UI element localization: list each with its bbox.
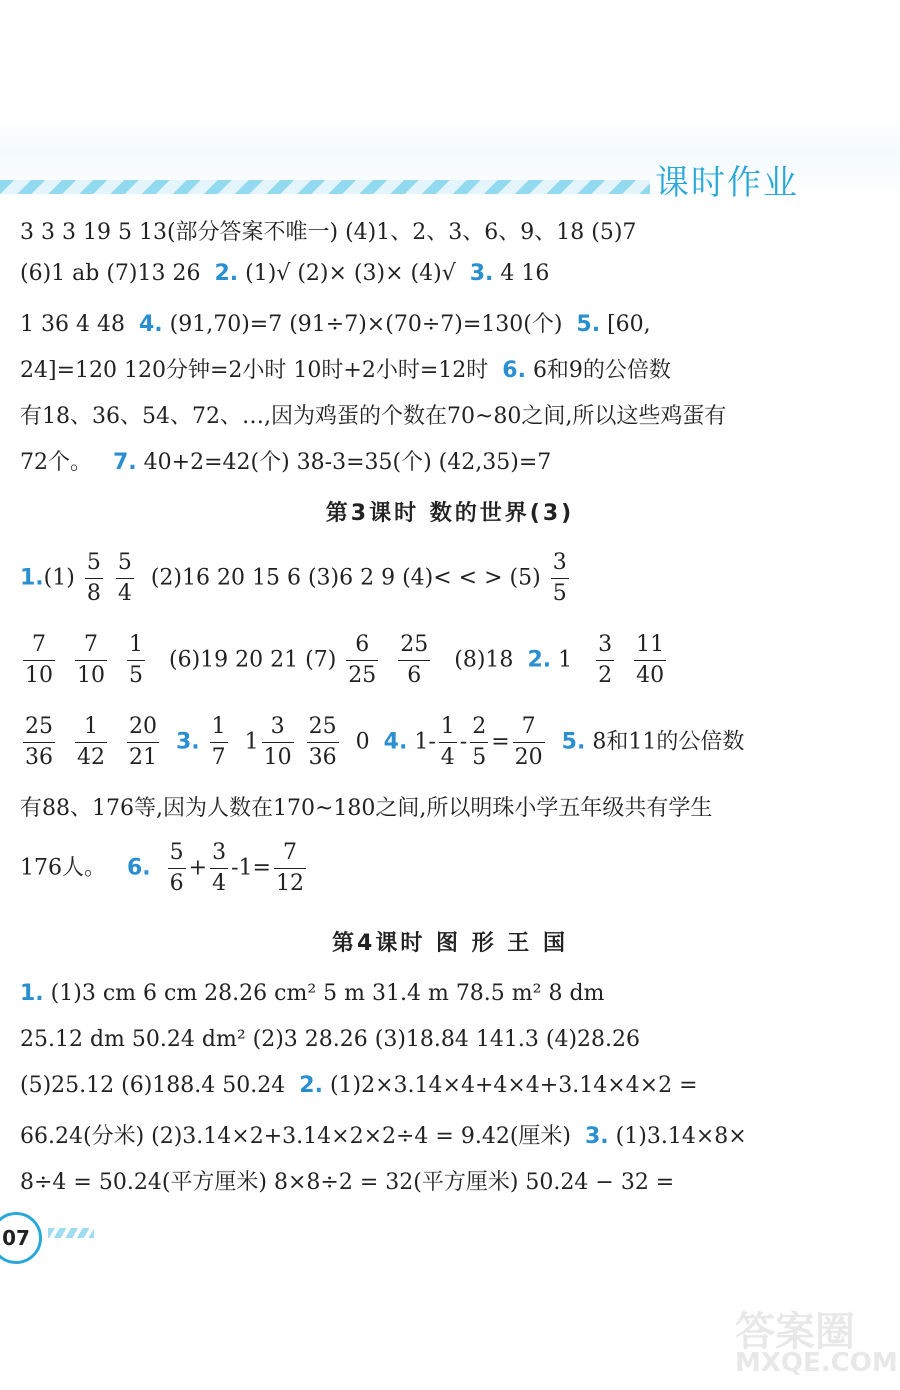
fraction: $\frac{25}{36}$ [25,714,53,770]
fraction: $\frac{7}{12}$ [275,840,304,896]
fraction: $\frac{11}{40}$ [636,632,665,688]
answer-line: $\frac{25}{36}$ $\frac{1}{42}$ $\frac{20}{21}$ 3. $\frac{1}{7}$ 1 $\frac{3}{10}$ $\frac{25}{36}$ 0 4. 1- $\frac{1}{4}$ - $\frac{2}{5}$ = $\frac{7}{20}$ 5. 8和11的公倍数 [20,712,744,773]
answer-line: 有88、176等,因为人数在170~180之间,所以明珠小学五年级共有学生 [20,796,713,821]
answer-line: 25.12 dm 50.24 dm² (2)3 28.26 (3)18.84 141.3 (4)28.26 [20,1027,641,1052]
question-number: 2. [214,261,239,286]
answer-line: 1 36 4 48 4. (91,70)=7 (91÷7)×(70÷7)=130(个) 5. [60, [20,312,651,337]
fraction: $\frac{5}{4}$ [117,550,132,606]
section-heading: 第3课时 数的世界(3) [325,501,575,526]
question-number: 3. [176,729,200,755]
question-number: 5. [561,729,586,755]
fraction: $\frac{3}{2}$ [598,632,613,688]
fraction: $\frac{6}{25}$ [348,632,377,688]
fraction: $\frac{3}{4}$ [212,840,227,896]
answer-line: (5)25.12 (6)188.4 50.24 2. (1)2×3.14×4+4×4+3.14×4×2 = [20,1073,698,1098]
brand-title: 课时作业 [655,163,799,203]
fraction: $\frac{1}{5}$ [129,632,143,688]
section-heading: 第4课时 图 形 王 国 [332,931,568,956]
fraction: $\frac{25}{6}$ [400,632,429,688]
fraction: $\frac{5}{8}$ [86,550,101,606]
question-number: 7. [112,450,137,475]
question-number: 1. [20,981,44,1006]
watermark-url: MXQE.COM [735,1348,898,1378]
answer-line: 72个。 7. 40+2=42(个) 38-3=35(个) (42,35)=7 [20,450,552,475]
watermark: 答案圈 [735,1309,855,1355]
page-number: 07 [0,1212,42,1264]
page-decoration [48,1228,94,1238]
fraction: $\frac{25}{36}$ [308,714,337,770]
fraction: $\frac{7}{10}$ [25,632,53,688]
answer-line: 176人。 6. $\frac{5}{6}$ + $\frac{3}{4}$ -1= $\frac{7}{12}$ [20,838,309,899]
question-number: 2. [527,647,552,673]
fraction: $\frac{1}{42}$ [77,714,105,770]
question-number: 3. [469,261,494,286]
answer-line: $\frac{7}{10}$ $\frac{7}{10}$ $\frac{1}{5}$ (6)19 20 21 (7) $\frac{6}{25}$ $\frac{25}{6}$ (8)18 2. 1 $\frac{3}{2}$ $\frac{11}{40}$ [20,630,669,691]
answer-line: 有18、36、54、72、…,因为鸡蛋的个数在70~80之间,所以这些鸡蛋有 [20,404,727,429]
fraction: $\frac{2}{5}$ [472,714,487,770]
fraction: $\frac{3}{10}$ [263,714,292,770]
question-number: 6. [126,855,151,881]
question-number: 6. [502,358,526,383]
fraction: $\frac{7}{20}$ [514,714,543,770]
question-number: 2. [299,1073,323,1098]
question-number: 4. [383,729,408,755]
fraction: $\frac{1}{7}$ [211,714,226,770]
answer-line: 1.(1) $\frac{5}{8}$ $\frac{5}{4}$ (2)16 20 15 6 (3)6 2 9 (4)< < > (5) $\frac{3}{5}$ [20,548,572,609]
answer-line: 24]=120 120分钟=2小时 10时+2小时=12时 6. 6和9的公倍数 [20,358,671,383]
answer-line: 3 3 3 19 5 13(部分答案不唯一) (4)1、2、3、6、9、18 (5)7 [20,220,637,245]
question-number: 5. [576,312,601,337]
fraction: $\frac{7}{10}$ [77,632,105,688]
question-number: 4. [138,312,163,337]
fraction: $\frac{20}{21}$ [129,714,157,770]
answer-line: (6)1 ab (7)13 26 2. (1)√ (2)× (3)× (4)√ 3. 4 16 [20,261,550,286]
answer-line: 1. (1)3 cm 6 cm 28.26 cm² 5 m 31.4 m 78.5 m² 8 dm [20,981,605,1006]
answer-line: 66.24(分米) (2)3.14×2+3.14×2×2÷4 = 9.42(厘米) 3. (1)3.14×8× [20,1124,747,1149]
fraction: $\frac{3}{5}$ [552,550,567,606]
header-stripe [0,180,650,194]
answer-line: 8÷4 = 50.24(平方厘米) 8×8÷2 = 32(平方厘米) 50.24 − 32 = [20,1170,675,1195]
fraction: $\frac{5}{6}$ [169,840,184,896]
fraction: $\frac{1}{4}$ [440,714,455,770]
question-number: 3. [585,1124,609,1149]
question-number: 1. [20,565,44,591]
